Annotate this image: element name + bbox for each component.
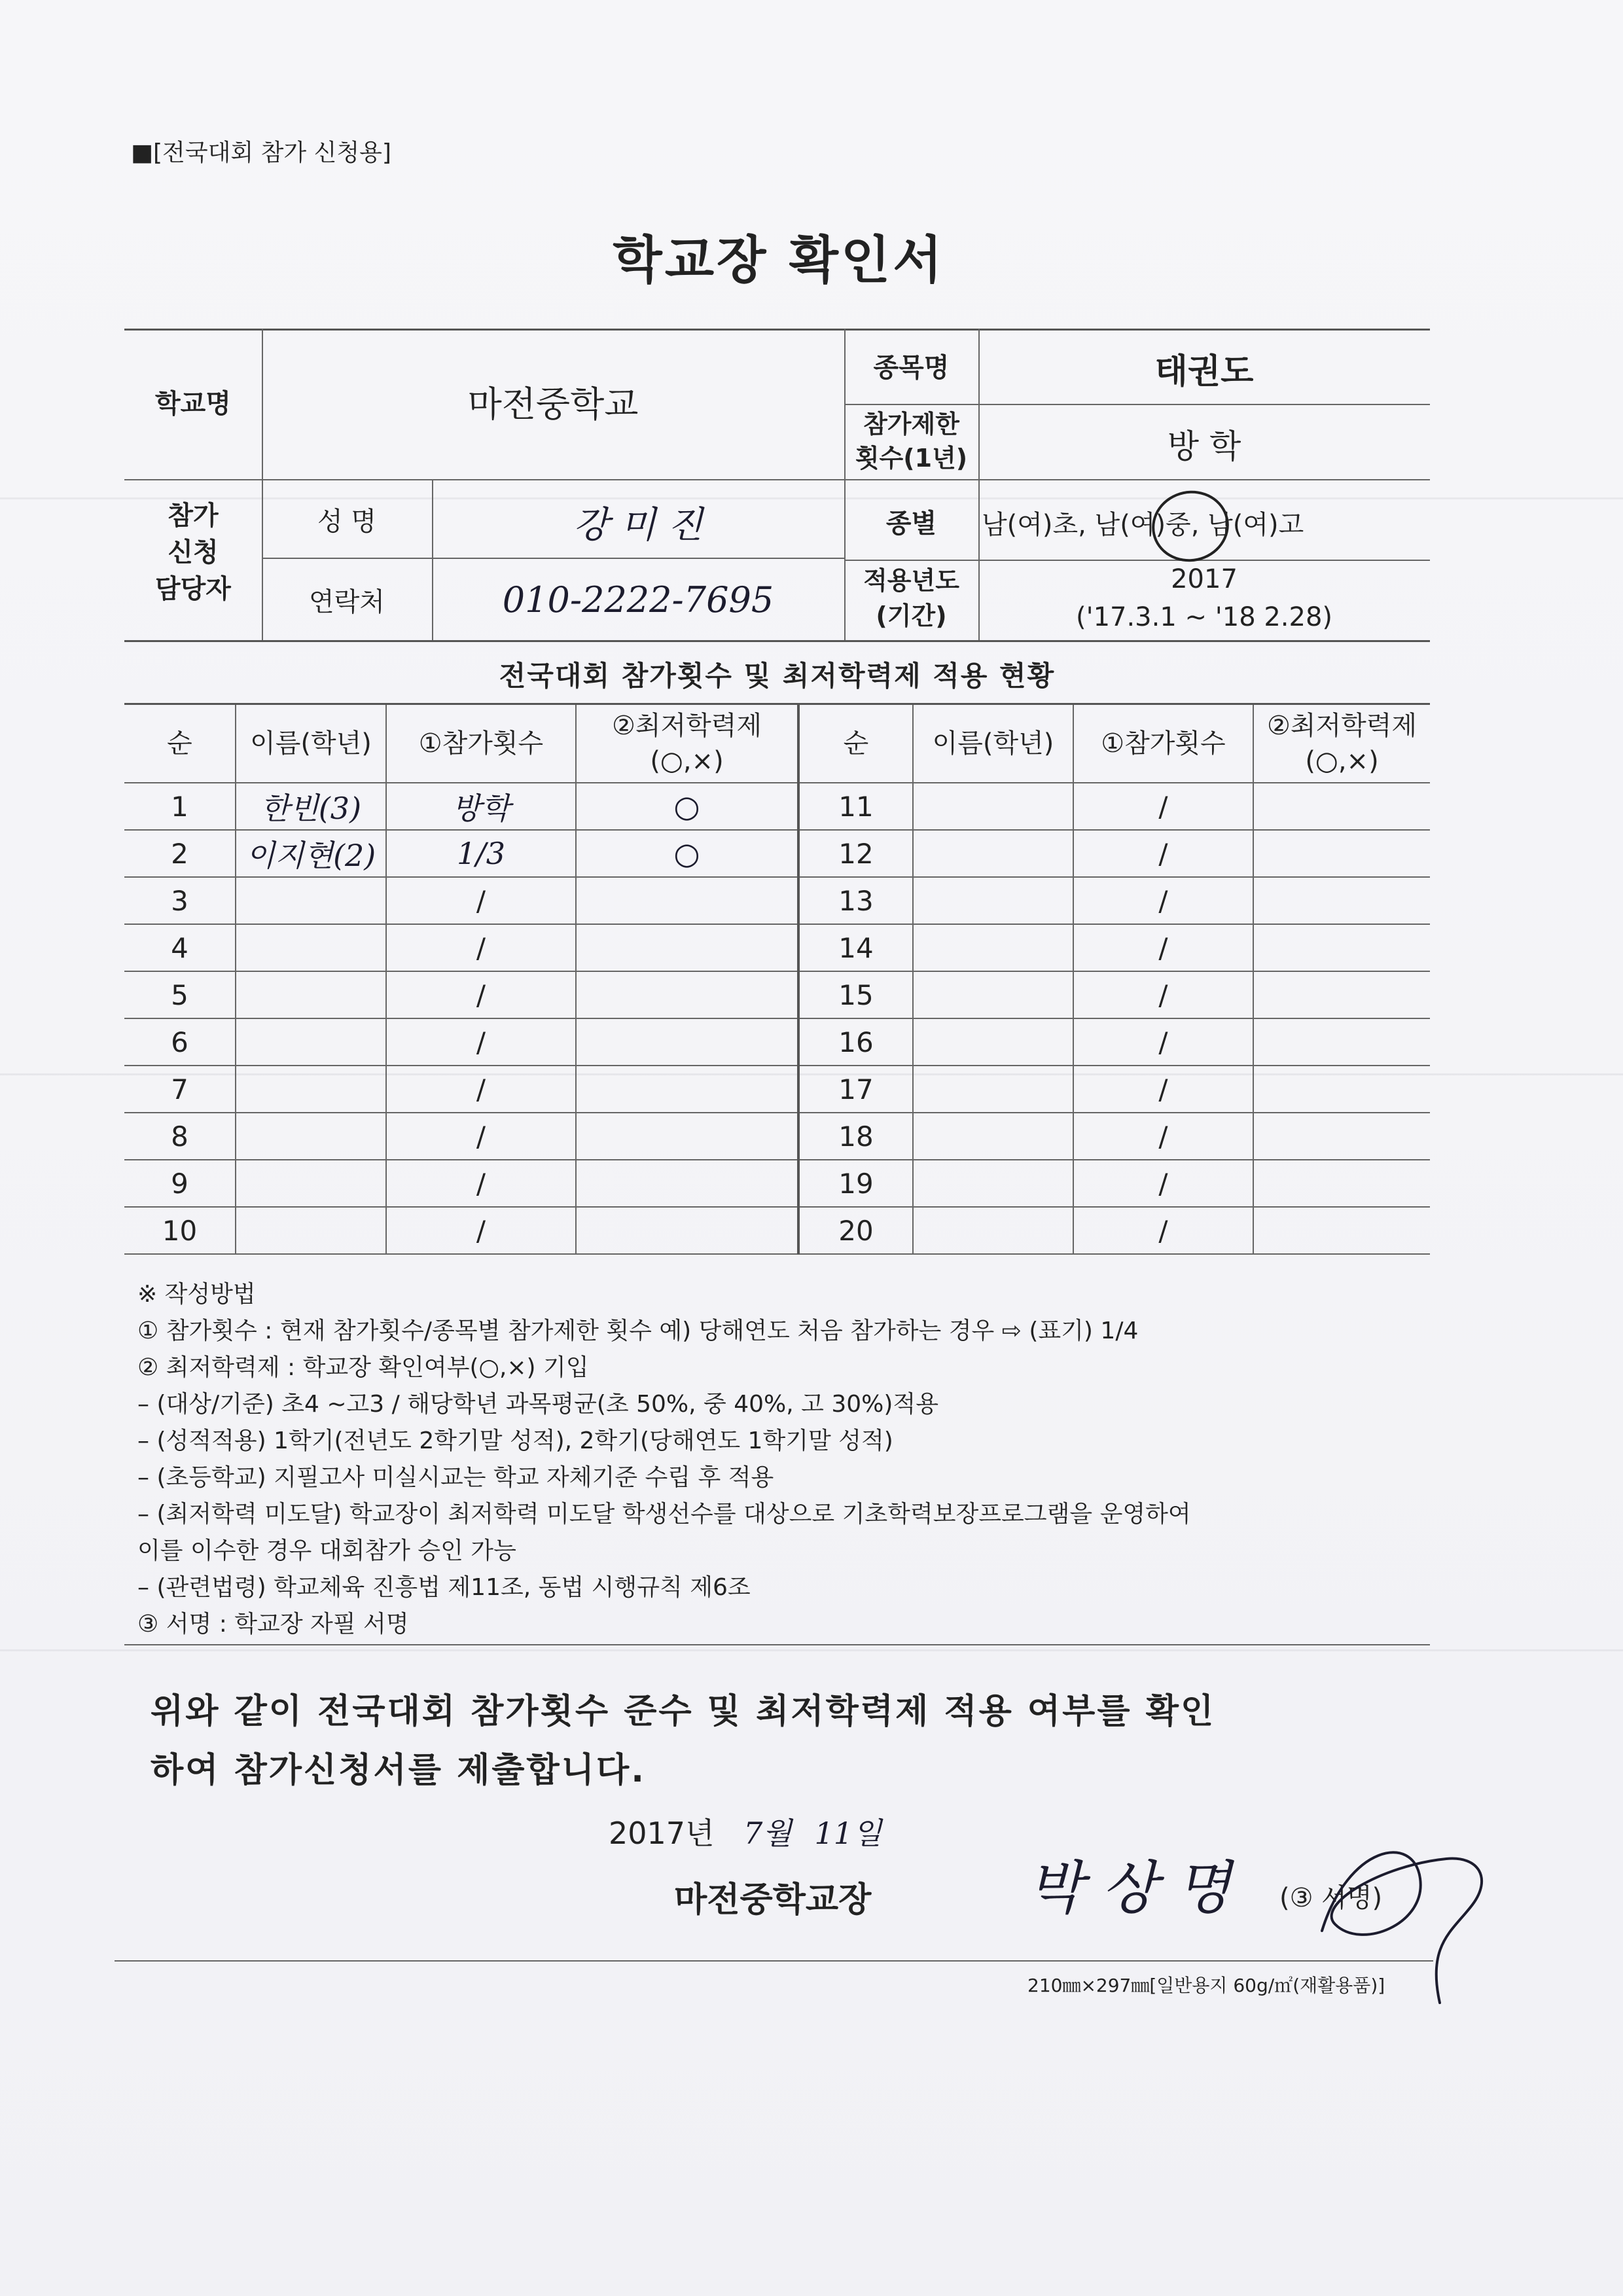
table-cell <box>913 1207 1073 1254</box>
table-cell: ○ <box>576 783 798 830</box>
table-cell: 19 <box>798 1160 913 1207</box>
writing-instructions <box>137 1276 1446 1643</box>
table-cell <box>913 924 1073 971</box>
name-label: 성 명 <box>317 507 376 537</box>
table-cell: / <box>1073 783 1253 830</box>
table-cell: 11 <box>798 783 913 830</box>
table-cell: / <box>386 971 576 1018</box>
table-cell: 8 <box>124 1113 236 1160</box>
category-label: 종별 <box>885 509 937 539</box>
table-cell: 5 <box>124 971 236 1018</box>
instruction-line: ② 최저학력제 : 학교장 확인여부(○,×) 기입 <box>137 1354 589 1381</box>
table-cell: 14 <box>798 924 913 971</box>
table-cell: / <box>386 877 576 924</box>
instruction-line: – (최저학력 미도달) 학교장이 최저학력 미도달 학생선수를 대상으로 기초학력보장프로그램을 운영하여 <box>137 1501 1191 1528</box>
column-header: 이름(학년) <box>236 704 386 783</box>
table-cell <box>913 1113 1073 1160</box>
table-cell <box>1253 830 1430 877</box>
table-cell <box>1253 783 1430 830</box>
table-row <box>124 877 1430 924</box>
column-header: 순 <box>798 704 913 783</box>
instruction-line: ① 참가횟수 : 현재 참가횟수/종목별 참가제한 횟수 예) 당해연도 처음 참가하는 경우 ⇨ (표기) 1/4 <box>137 1318 1139 1344</box>
table-cell: 이지현(2) <box>236 830 386 877</box>
table-cell <box>236 924 386 971</box>
period-value: ('17.3.1 ~ '18 2.28) <box>1075 602 1333 632</box>
instruction-line: – (관련법령) 학교체육 진흥법 제11조, 동법 시행규칙 제6조 <box>137 1574 751 1601</box>
divider <box>844 560 1430 561</box>
table-cell <box>236 1160 386 1207</box>
table-row <box>124 1066 1430 1113</box>
table-cell <box>576 971 798 1018</box>
info-bottom-border <box>124 640 1430 642</box>
manager-label-line1: 참가 <box>168 501 219 531</box>
statement-line1: 위와 같이 전국대회 참가횟수 준수 및 최저학력제 적용 여부를 확인 <box>151 1692 1216 1731</box>
event-label: 종목명 <box>873 353 950 383</box>
limit-label-line1: 참가제한 <box>863 410 959 439</box>
divider <box>262 558 844 559</box>
instruction-line: – (대상/기준) 초4 ~고3 / 해당학년 과목평균(초 50%, 중 40%, 고 30%)적용 <box>137 1391 938 1418</box>
section-title: 전국대회 참가횟수 및 최저학력제 적용 현황 <box>499 660 1056 692</box>
signature-name: 박 상 명 <box>1027 1854 1231 1922</box>
table-cell: / <box>1073 877 1253 924</box>
info-top-border <box>124 329 1430 331</box>
school-label: 학교명 <box>155 389 231 419</box>
table-header-row <box>124 704 1430 783</box>
table-row <box>124 1160 1430 1207</box>
table-cell: / <box>386 1066 576 1113</box>
manager-label <box>124 497 262 607</box>
table-cell: 15 <box>798 971 913 1018</box>
paper-spec: 210㎜×297㎜[일반용지 60g/㎡(재활용품)] <box>1027 1975 1385 1996</box>
table-cell <box>913 1018 1073 1066</box>
table-cell <box>576 1113 798 1160</box>
instruction-line: – (성적적용) 1학기(전년도 2학기말 성적), 2학기(당해연도 1학기말 성적) <box>137 1427 893 1454</box>
table-cell <box>576 1207 798 1254</box>
instruction-line: ③ 서명 : 학교장 자필 서명 <box>137 1611 409 1638</box>
table-cell <box>236 1018 386 1066</box>
divider <box>124 479 1430 480</box>
table-cell <box>1253 1113 1430 1160</box>
sign-label: (③ 서명) <box>1279 1883 1383 1913</box>
table-cell: 12 <box>798 830 913 877</box>
table-row <box>124 1018 1430 1066</box>
participation-table <box>124 703 1430 1255</box>
table-cell: / <box>386 924 576 971</box>
form-tag: ■[전국대회 참가 신청용] <box>131 139 391 166</box>
table-cell: ○ <box>576 830 798 877</box>
divider <box>115 1960 1433 1962</box>
table-cell: / <box>1073 1018 1253 1066</box>
table-row <box>124 783 1430 830</box>
table-cell <box>1253 1207 1430 1254</box>
statement-line2: 하여 참가신청서를 제출합니다. <box>151 1751 646 1790</box>
table-cell <box>913 783 1073 830</box>
date-year: 2017년 <box>609 1816 715 1851</box>
table-row <box>124 830 1430 877</box>
table-cell: / <box>386 1113 576 1160</box>
table-cell <box>1253 877 1430 924</box>
divider <box>124 1644 1430 1645</box>
school-name: 마전중학교 <box>467 384 639 425</box>
table-cell: / <box>386 1207 576 1254</box>
year-label-line2: (기간) <box>876 601 947 630</box>
column-header: 순 <box>124 704 236 783</box>
table-cell: 2 <box>124 830 236 877</box>
table-cell <box>913 1066 1073 1113</box>
table-cell: 7 <box>124 1066 236 1113</box>
table-row <box>124 1113 1430 1160</box>
table-cell: 3 <box>124 877 236 924</box>
event-value: 태권도 <box>1154 352 1254 391</box>
table-cell <box>236 1113 386 1160</box>
principal-title: 마전중학교장 <box>674 1880 872 1920</box>
table-cell: / <box>1073 1207 1253 1254</box>
date-month: 7월 <box>743 1816 792 1851</box>
table-cell <box>576 924 798 971</box>
table-cell: 6 <box>124 1018 236 1066</box>
manager-label-line2: 신청 <box>168 537 219 567</box>
table-cell: 1 <box>124 783 236 830</box>
fold-line <box>0 1649 1623 1651</box>
instruction-line: ※ 작성방법 <box>137 1281 256 1308</box>
limit-label <box>844 407 978 475</box>
limit-value: 방 학 <box>1167 427 1241 465</box>
year-label-line1: 적용년도 <box>863 566 959 595</box>
table-cell: 18 <box>798 1113 913 1160</box>
table-cell: 9 <box>124 1160 236 1207</box>
year-label <box>844 563 978 634</box>
column-header: ①참가횟수 <box>1073 704 1253 783</box>
table-cell: 10 <box>124 1207 236 1254</box>
manager-label-line3: 담당자 <box>155 574 231 604</box>
table-row <box>124 924 1430 971</box>
table-cell <box>1253 971 1430 1018</box>
table-cell <box>1253 1160 1430 1207</box>
table-cell <box>236 877 386 924</box>
table-row <box>124 1207 1430 1254</box>
table-cell <box>236 971 386 1018</box>
table-cell <box>913 830 1073 877</box>
table-cell: / <box>1073 1113 1253 1160</box>
category-value: 남(여)초, 남(여)중, 남(여)고 <box>982 510 1304 540</box>
limit-label-line2: 횟수(1년) <box>855 444 968 473</box>
table-cell <box>1253 924 1430 971</box>
table-cell <box>236 1066 386 1113</box>
contact-label: 연락처 <box>309 587 385 617</box>
date-day: 11일 <box>814 1816 882 1851</box>
table-cell: 4 <box>124 924 236 971</box>
manager-name: 강 미 진 <box>573 504 703 547</box>
table-cell: / <box>1073 830 1253 877</box>
table-cell <box>1253 1018 1430 1066</box>
table-cell: 방학 <box>386 783 576 830</box>
table-cell: 20 <box>798 1207 913 1254</box>
table-cell: 17 <box>798 1066 913 1113</box>
table-cell: 13 <box>798 877 913 924</box>
column-header: ②최저학력제 (○,×) <box>576 704 798 783</box>
table-cell <box>576 1018 798 1066</box>
table-cell <box>913 971 1073 1018</box>
contact-number: 010-2222-7695 <box>502 579 774 620</box>
table-cell: 한빈(3) <box>236 783 386 830</box>
table-cell <box>1253 1066 1430 1113</box>
table-row <box>124 971 1430 1018</box>
table-cell: / <box>1073 924 1253 971</box>
document-title: 학교장 확인서 <box>613 231 945 290</box>
divider <box>844 404 1430 405</box>
table-cell: / <box>1073 971 1253 1018</box>
table-cell: 1/3 <box>386 830 576 877</box>
column-header: ①참가횟수 <box>386 704 576 783</box>
column-header: 이름(학년) <box>913 704 1073 783</box>
instruction-line: – (초등학교) 지필고사 미실시교는 학교 자체기준 수립 후 적용 <box>137 1464 774 1491</box>
table-cell <box>236 1207 386 1254</box>
table-cell: / <box>1073 1160 1253 1207</box>
table-cell <box>913 877 1073 924</box>
submission-date <box>609 1810 882 1853</box>
signature-scribble <box>1283 1806 1518 2042</box>
table-cell <box>576 1160 798 1207</box>
instruction-line: 이를 이수한 경우 대회참가 승인 가능 <box>137 1537 516 1564</box>
table-cell: 16 <box>798 1018 913 1066</box>
table-cell <box>576 1066 798 1113</box>
table-cell <box>576 877 798 924</box>
table-cell <box>913 1160 1073 1207</box>
column-header: ②최저학력제 (○,×) <box>1253 704 1430 783</box>
table-cell: / <box>386 1160 576 1207</box>
table-cell: / <box>1073 1066 1253 1113</box>
year-value: 2017 <box>1171 564 1238 594</box>
table-cell: / <box>386 1018 576 1066</box>
